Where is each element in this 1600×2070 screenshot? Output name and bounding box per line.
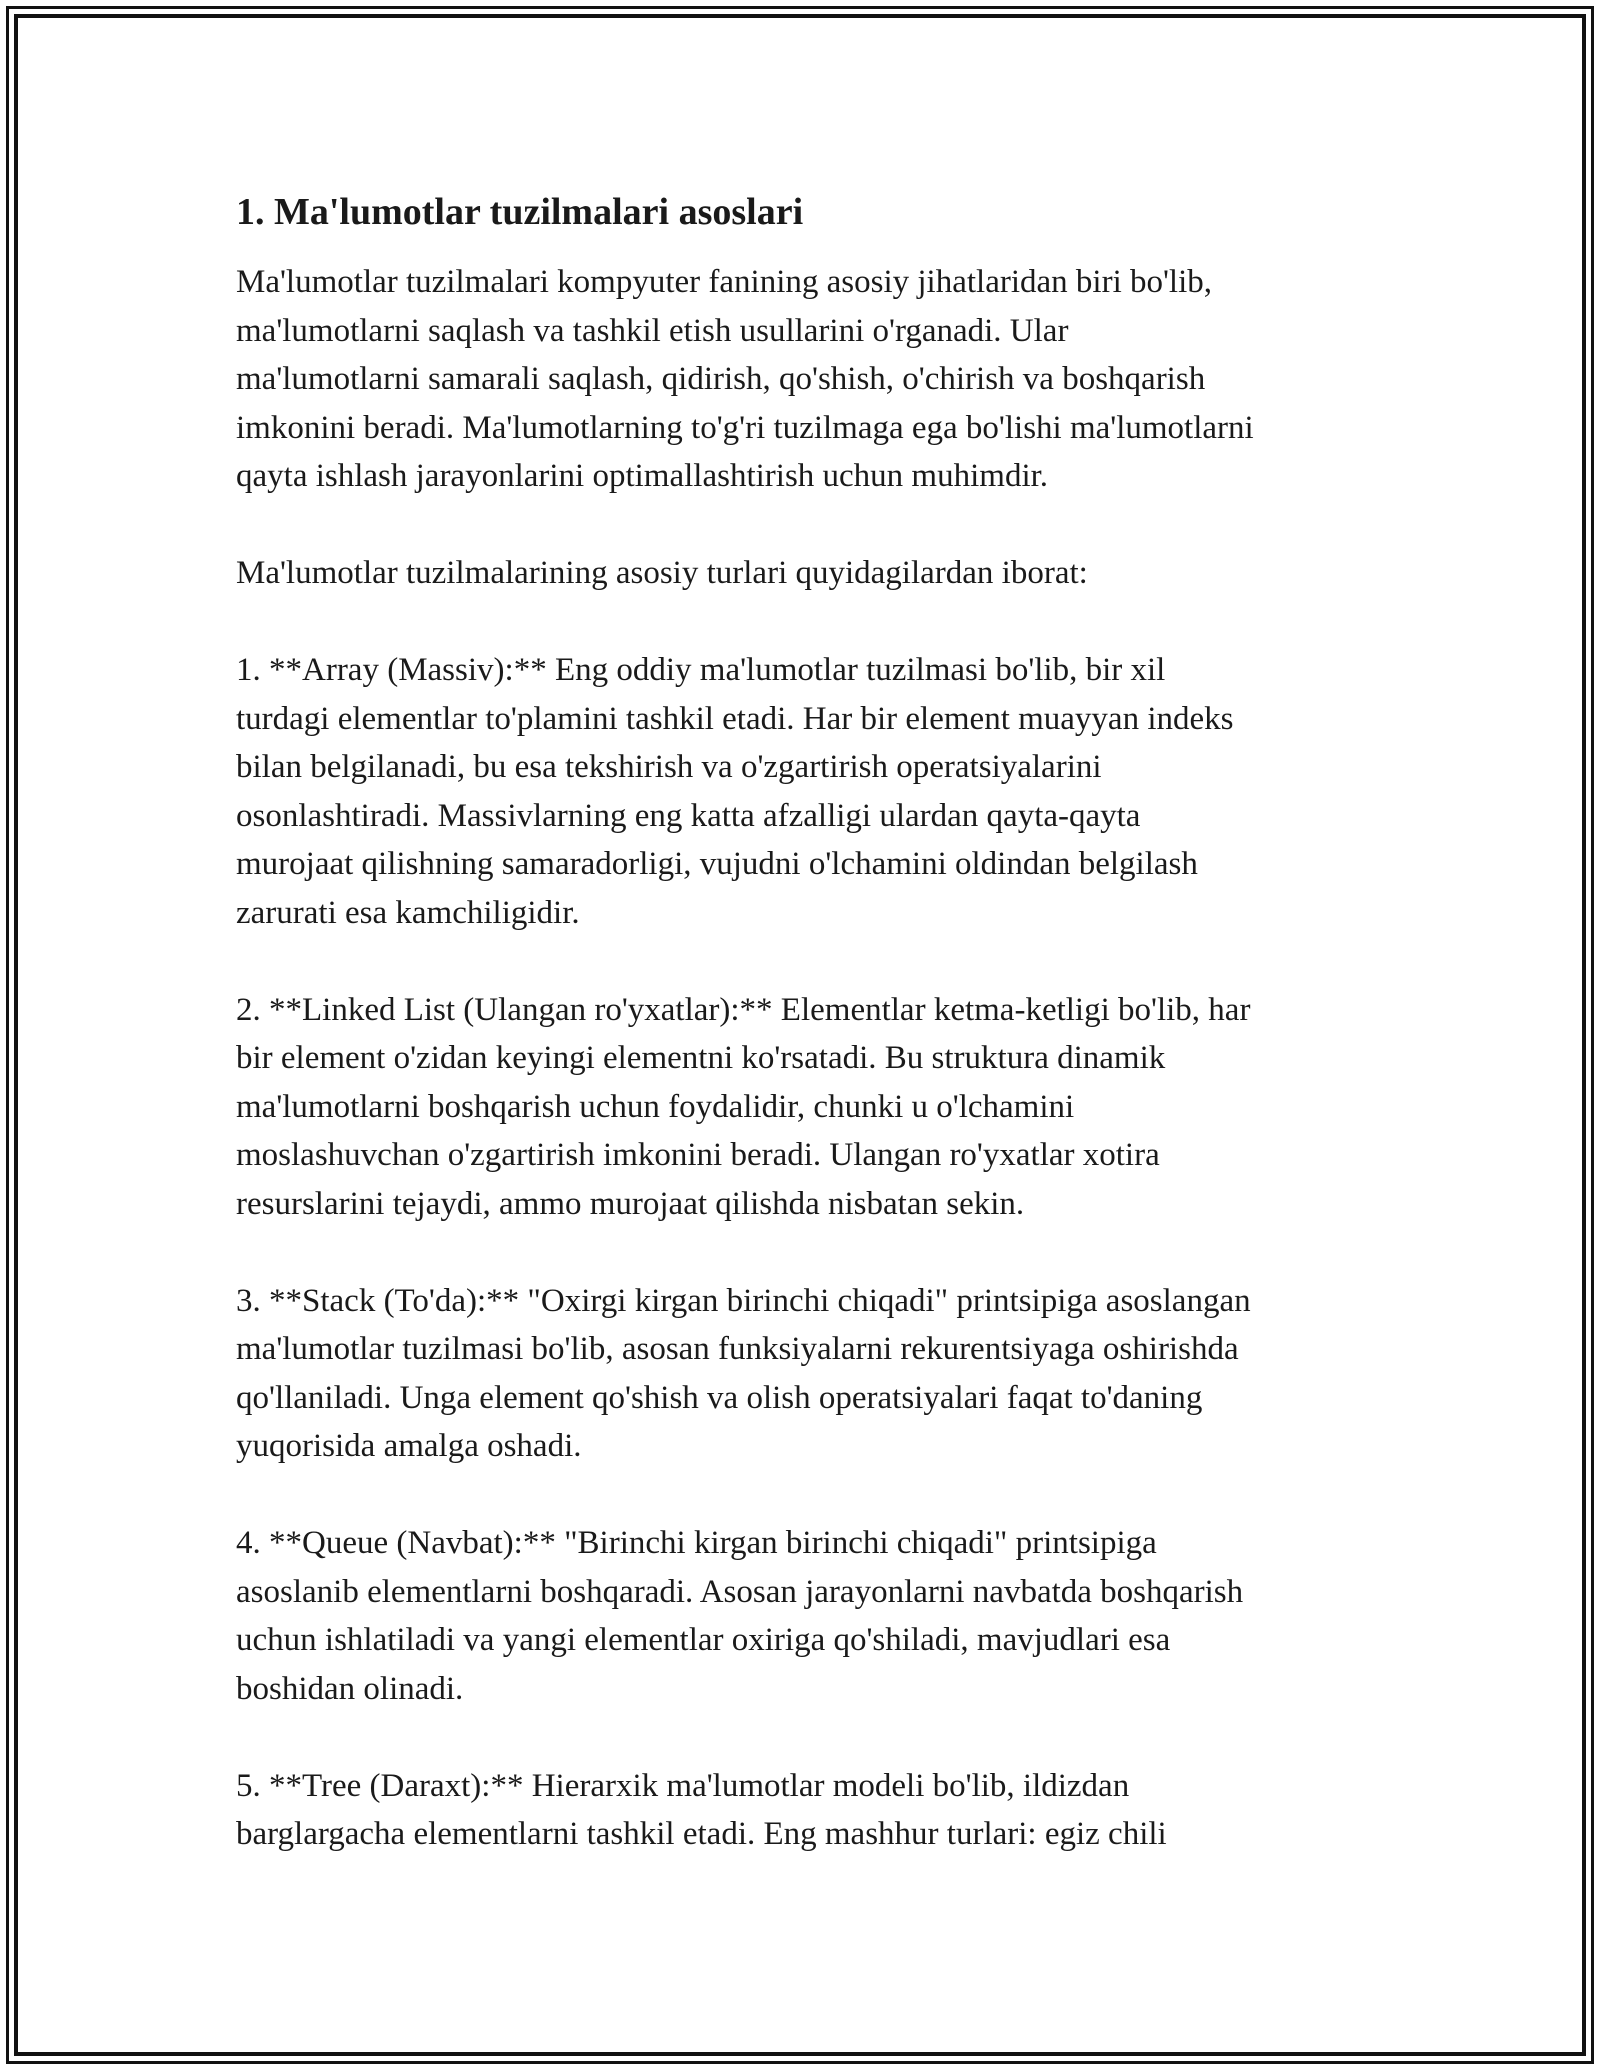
document-body <box>236 186 1376 1907</box>
text-line: barglargacha elementlarni tashkil etadi. Eng mashhur turlari: egiz chili <box>236 1816 1167 1852</box>
text-line: Ma'lumotlar tuzilmalari kompyuter fanining asosiy jihatlaridan biri bo'lib, <box>236 264 1213 300</box>
text-line: turdagi elementlar to'plamini tashkil etadi. Har bir element muayyan indeks <box>236 700 1234 737</box>
text-line: moslashuvchan o'zgartirish imkonini beradi. Ulangan ro'yxatlar xotira <box>236 1137 1160 1173</box>
text-line: ma'lumotlarni samarali saqlash, qidirish, qo'shish, o'chirish va boshqarish <box>236 361 1206 397</box>
text-line: uchun ishlatiladi va yangi elementlar oxiriga qo'shiladi, mavjudlari esa <box>236 1622 1171 1658</box>
text-line: ma'lumotlar tuzilmasi bo'lib, asosan funksiyalarni rekurentsiyaga oshirishda <box>236 1331 1239 1367</box>
text-line: 3. **Stack (To'da):** "Oxirgi kirgan birinchi chiqadi" printsipiga asoslangan <box>236 1282 1251 1319</box>
text-line: imkonini beradi. Ma'lumotlarning to'g'ri tuzilmaga ega bo'lishi ma'lumotlarni <box>236 409 1254 446</box>
list-item-array <box>236 646 1376 937</box>
text-line: 4. **Queue (Navbat):** "Birinchi kirgan birinchi chiqadi" printsipiga <box>236 1525 1157 1561</box>
list-item-queue <box>236 1519 1376 1713</box>
text-line: bilan belgilanadi, bu esa tekshirish va o'zgartirish operatsiyalarini <box>236 749 1102 785</box>
text-line: yuqorisida amalga oshadi. <box>236 1428 582 1464</box>
text-line: 1. **Array (Massiv):** Eng oddiy ma'lumotlar tuzilmasi bo'lib, bir xil <box>236 652 1166 688</box>
list-item-tree <box>236 1762 1376 1859</box>
text-line: asoslanib elementlarni boshqaradi. Asosan jarayonlarni navbatda boshqarish <box>236 1573 1244 1610</box>
list-item-stack <box>236 1277 1376 1471</box>
text-line: qo'llaniladi. Unga element qo'shish va olish operatsiyalari faqat to'daning <box>236 1379 1203 1416</box>
text-line: ma'lumotlarni boshqarish uchun foydalidir, chunki u o'lchamini <box>236 1088 1075 1125</box>
text-line: murojaat qilishning samaradorligi, vujudni o'lchamini oldindan belgilash <box>236 846 1198 882</box>
text-line: ma'lumotlarni saqlash va tashkil etish usullarini o'rganadi. Ular <box>236 312 1069 349</box>
paragraph-types-intro <box>236 549 1376 598</box>
text-line: boshidan olinadi. <box>236 1670 464 1707</box>
list-item-linked-list <box>236 986 1376 1229</box>
section-heading: 1. Ma'lumotlar tuzilmalari asoslari <box>236 191 804 233</box>
text-line: qayta ishlash jarayonlarini optimallashtirish uchun muhimdir. <box>236 458 1049 494</box>
text-line: Ma'lumotlar tuzilmalarining asosiy turlari quyidagilardan iborat: <box>236 555 1088 591</box>
text-line: resurslarini tejaydi, ammo murojaat qilishda nisbatan sekin. <box>236 1185 1025 1222</box>
paragraph-intro <box>236 258 1376 501</box>
text-line: 2. **Linked List (Ulangan ro'yxatlar):** Elementlar ketma-ketligi bo'lib, har <box>236 991 1251 1028</box>
text-line: 5. **Tree (Daraxt):** Hierarxik ma'lumotlar modeli bo'lib, ildizdan <box>236 1767 1130 1804</box>
text-line: bir element o'zidan keyingi elementni ko'rsatadi. Bu struktura dinamik <box>236 1040 1166 1076</box>
text-line: osonlashtiradi. Massivlarning eng katta afzalligi ulardan qayta-qayta <box>236 797 1141 834</box>
text-line: zarurati esa kamchiligidir. <box>236 894 580 931</box>
